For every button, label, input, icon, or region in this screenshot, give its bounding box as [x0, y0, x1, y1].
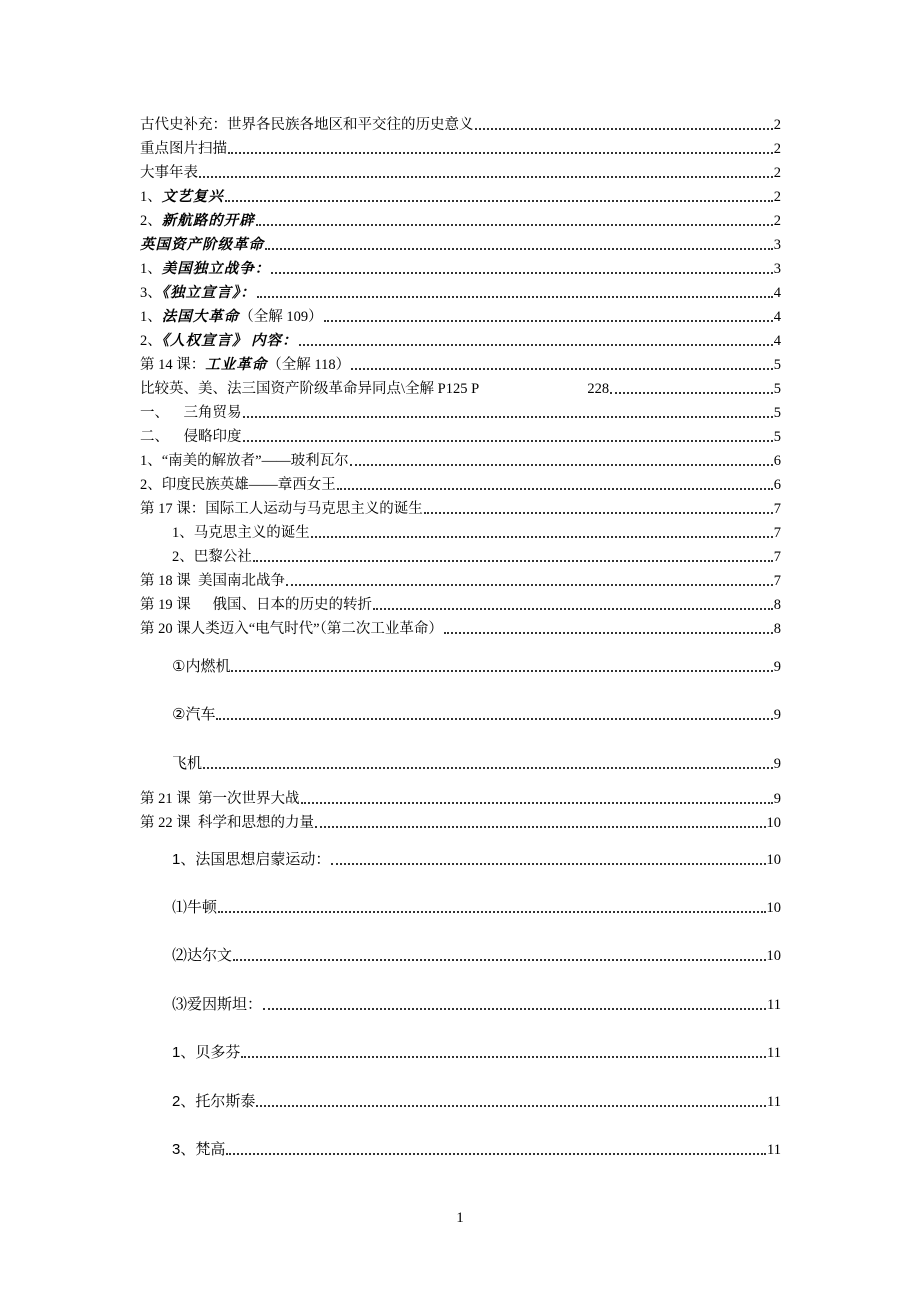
toc-leader	[424, 512, 773, 514]
toc-leader	[256, 1105, 766, 1107]
toc-entry-page: 11	[767, 1142, 781, 1158]
toc-entry-english-revolution[interactable]	[140, 234, 781, 254]
toc-leader	[231, 670, 772, 672]
toc-entry-lesson-20[interactable]	[140, 618, 781, 638]
toc-entry-title	[140, 236, 264, 254]
toc-entry-title: 比较英、美、法三国资产阶级革命异同点\全解 P125 P 228	[140, 381, 610, 397]
toc-entry-van-gogh[interactable]	[172, 1139, 781, 1159]
toc-entry-page: 4	[773, 309, 781, 325]
toc-entry-internal-combustion[interactable]	[172, 656, 781, 676]
toc-entry-title: ①内燃机	[172, 658, 231, 675]
toc-entry-title: ⑶爱因斯坦：	[172, 996, 263, 1013]
toc-leader	[241, 1056, 766, 1058]
toc-entry-declaration-independence[interactable]	[140, 282, 781, 302]
toc-entry-page: 5	[773, 429, 781, 445]
toc-prefix: 2、	[140, 333, 162, 349]
toc-strong: 新航路的开辟	[161, 213, 255, 229]
toc-entry-title: 2、巴黎公社	[172, 549, 252, 565]
toc-prefix: 2、	[140, 213, 162, 229]
toc-strong: 《人权宣言》	[161, 333, 248, 349]
toc-entry-title: 2、托尔斯泰	[172, 1093, 256, 1110]
toc-entry-darwin[interactable]	[172, 945, 781, 965]
toc-entry-bolivar[interactable]	[140, 450, 781, 470]
toc-entry-title: 第 18 课 美国南北战争	[140, 573, 285, 589]
toc-entry-chronology[interactable]	[140, 162, 781, 182]
toc-leader	[475, 128, 773, 130]
toc-leader	[243, 440, 773, 442]
toc-leader	[301, 802, 773, 804]
toc-entry-title: 第 21 课 第一次世界大战	[140, 791, 300, 807]
toc-entry-page: 5	[773, 405, 781, 421]
toc-entry-page: 7	[773, 573, 781, 589]
toc-entry-page: 8	[773, 597, 781, 613]
toc-entry-page: 9	[773, 707, 781, 723]
toc-entry-title: ⑵达尔文	[172, 947, 233, 964]
toc-leader	[225, 200, 773, 202]
toc-entry-title	[140, 356, 350, 374]
toc-entry-page: 7	[773, 501, 781, 517]
toc-entry-page: 9	[773, 791, 781, 807]
toc-leader	[315, 826, 766, 828]
toc-entry-title: 一、 三角贸易	[140, 405, 242, 421]
toc-leader	[218, 911, 765, 913]
toc-entry-title: 第 19 课 俄国、日本的历史的转折	[140, 597, 372, 613]
toc-entry-title: 二、 侵略印度	[140, 429, 242, 445]
toc-entry-title: 第 17 课：国际工人运动与马克思主义的诞生	[140, 501, 423, 517]
toc-entry-american-independence[interactable]	[140, 258, 781, 278]
toc-entry-title: 重点图片扫描	[140, 141, 227, 157]
toc-strong: 美国独立战争：	[161, 261, 271, 277]
toc-leader	[265, 248, 773, 250]
toc-entry-title: 1、法国思想启蒙运动：	[172, 851, 331, 868]
toc-prefix: 1、	[140, 261, 162, 277]
toc-entry-title	[140, 332, 298, 350]
toc-entry-page: 5	[773, 381, 781, 397]
toc-leader	[243, 416, 773, 418]
toc-entry-tolstoy[interactable]	[172, 1091, 781, 1111]
toc-prefix: 3、	[140, 285, 162, 301]
toc-entry-einstein[interactable]	[172, 994, 781, 1014]
toc-entry-title: ⑴牛顿	[172, 899, 218, 916]
toc-entry-page: 3	[773, 237, 781, 253]
toc-leader	[257, 296, 773, 298]
toc-leader	[226, 1153, 766, 1155]
toc-entry-page: 4	[773, 285, 781, 301]
toc-entry-page: 2	[773, 213, 781, 229]
toc-leader	[228, 152, 773, 154]
toc-entry-title	[140, 284, 256, 302]
toc-entry-compare-revolutions[interactable]	[140, 378, 781, 398]
toc-entry-title: 1、马克思主义的诞生	[172, 525, 310, 541]
toc-entry-page: 9	[773, 659, 781, 675]
toc-leader	[286, 584, 773, 586]
toc-leader	[253, 560, 773, 562]
toc-entry-page: 11	[767, 1094, 781, 1110]
toc-entry-lesson-19[interactable]	[140, 594, 781, 614]
toc-strong: 工业革命	[205, 357, 268, 373]
toc-strong: 文艺复兴	[161, 189, 224, 205]
toc-entry-page: 7	[773, 549, 781, 565]
toc-entry-title: ②汽车	[172, 706, 216, 723]
toc-leader	[331, 863, 765, 865]
toc-entry-page: 6	[773, 477, 781, 493]
toc-entry-title: 1、“南美的解放者”——玻利瓦尔	[140, 453, 349, 469]
toc-entry-title: 大事年表	[140, 165, 198, 181]
toc-leader	[216, 718, 772, 720]
toc-entry-page: 2	[773, 165, 781, 181]
toc-entry-newton[interactable]	[172, 897, 781, 917]
toc-entry-title: 第 22 课 科学和思想的力量	[140, 815, 314, 831]
toc-entry-title	[140, 188, 224, 206]
toc-strong: 英国资产阶级革命	[140, 237, 264, 253]
toc-entry-marxism[interactable]	[172, 522, 781, 542]
toc-leader	[199, 176, 773, 178]
toc-entry-french-revolution[interactable]	[140, 306, 781, 326]
toc-entry-page: 10	[766, 852, 781, 868]
toc-entry-page: 2	[773, 141, 781, 157]
toc-entry-page: 6	[773, 453, 781, 469]
toc-entry-enlightenment[interactable]	[172, 849, 781, 869]
toc-leader	[610, 392, 773, 394]
toc-suffix: （全解 118）	[267, 357, 351, 373]
toc-strong: 《独立宣言》：	[161, 285, 256, 301]
toc-entry-title: 2、印度民族英雄——章西女王	[140, 477, 336, 493]
toc-leader	[324, 320, 773, 322]
toc-entry-page: 11	[767, 997, 781, 1013]
toc-entry-beethoven[interactable]	[172, 1042, 781, 1062]
toc-entry-lesson-18[interactable]	[140, 570, 781, 590]
toc-entry-lesson-17[interactable]	[140, 498, 781, 518]
toc-entry-ancient-history[interactable]	[140, 114, 781, 134]
toc-entry-airplane[interactable]	[172, 753, 781, 773]
toc-leader	[373, 608, 773, 610]
toc-suffix: （全解 109）	[239, 309, 323, 325]
toc-entry-renaissance[interactable]	[140, 186, 781, 206]
toc-entry-title	[140, 260, 270, 278]
toc-leader	[256, 224, 773, 226]
toc-entry-invade-india[interactable]	[140, 426, 781, 446]
toc-entry-page: 2	[773, 117, 781, 133]
toc-entry-title: 1、贝多芬	[172, 1044, 241, 1061]
toc-leader	[233, 959, 765, 961]
toc-suffix: 内容：	[251, 333, 298, 349]
toc-entry-automobile[interactable]	[172, 704, 781, 724]
toc-leader	[337, 488, 773, 490]
toc-entry-title: 3、梵高	[172, 1141, 226, 1158]
toc-entry-page: 2	[773, 189, 781, 205]
toc-entry-page: 5	[773, 357, 781, 373]
toc-prefix: 第 14 课：	[140, 357, 206, 373]
toc-entry-key-images[interactable]	[140, 138, 781, 158]
toc-entry-rani-jhansi[interactable]	[140, 474, 781, 494]
toc-entry-page: 11	[767, 1045, 781, 1061]
toc-entry-title: 飞机	[172, 755, 203, 772]
toc-strong: 法国大革命	[161, 309, 240, 325]
toc-entry-page: 8	[773, 621, 781, 637]
toc-entry-lesson-22[interactable]	[140, 812, 781, 832]
toc-leader	[271, 272, 773, 274]
toc-prefix: 1、	[140, 189, 162, 205]
toc-entry-page: 9	[773, 756, 781, 772]
toc-entry-title	[140, 308, 323, 326]
toc-entry-page: 7	[773, 525, 781, 541]
page-number: 1	[456, 1210, 464, 1226]
toc-leader	[299, 344, 773, 346]
toc-leader	[203, 767, 773, 769]
toc-entry-title	[140, 212, 255, 230]
toc-entry-industrial-revolution[interactable]	[140, 354, 781, 374]
toc-leader	[351, 368, 773, 370]
toc-entry-triangle-trade[interactable]	[140, 402, 781, 422]
toc-prefix: 1、	[140, 309, 162, 325]
toc-entry-new-routes[interactable]	[140, 210, 781, 230]
toc-leader	[263, 1008, 766, 1010]
toc-entry-rights-declaration[interactable]	[140, 330, 781, 350]
toc-leader	[311, 536, 773, 538]
toc-entry-page: 10	[766, 815, 781, 831]
toc-entry-page: 3	[773, 261, 781, 277]
toc-entry-page: 4	[773, 333, 781, 349]
toc-leader	[350, 464, 773, 466]
toc-entry-title: 第 20 课人类迈入“电气时代”（第二次工业革命）	[140, 621, 443, 637]
toc-entry-page: 10	[766, 900, 781, 916]
toc-entry-lesson-21[interactable]	[140, 788, 781, 808]
toc-entry-paris-commune[interactable]	[172, 546, 781, 566]
toc-entry-title: 古代史补充：世界各民族各地区和平交往的历史意义	[140, 117, 474, 133]
toc-leader	[444, 632, 773, 634]
toc-entry-page: 10	[766, 948, 781, 964]
